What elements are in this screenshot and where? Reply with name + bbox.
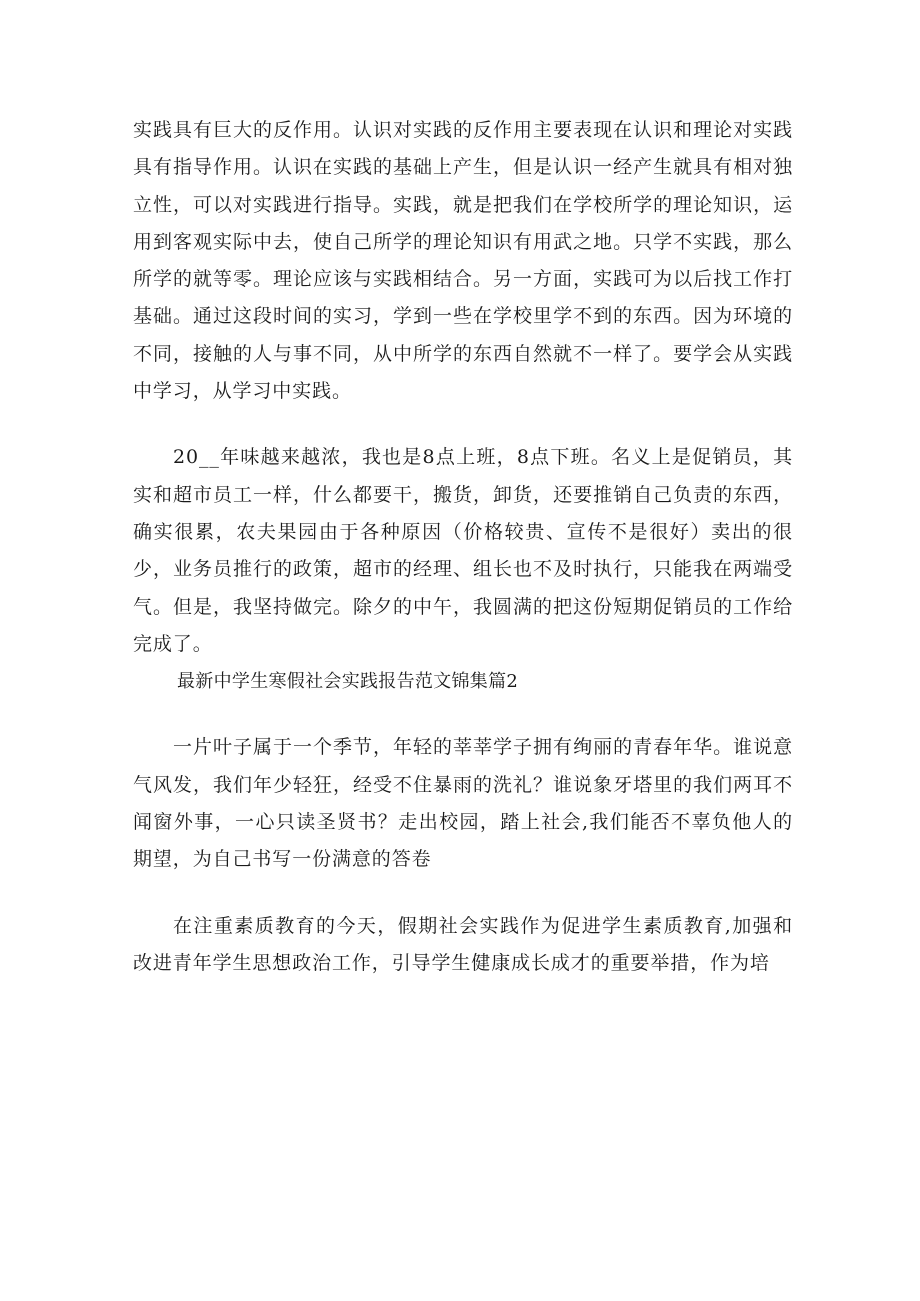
paragraph-practice-reaction: 实践具有巨大的反作用。认识对实践的反作用主要表现在认识和理论对实践具有指导作用。认识在实践的基础上产生，但是认识一经产生就具有相对独立性，可以对实践进行指导。实践，就是把我们在学校所学的理论知识，运用到客观实际中去，使自己所学的理论知识有用武之地。只学不实践，那么所学的就等零。理论应该与实践相结合。另一方面，实践可为以后找工作打基础。通过这段时间的实习，学到一些在学校里学不到的东西。因为环境的不同，接触的人与事不同，从中所学的东西自然就不一样了。要学会从实践中学习，从学习中实践。: [133, 119, 793, 403]
section-heading: 最新中学生寒假社会实践报告范文锦集篇2: [177, 671, 519, 693]
document-body: [133, 112, 793, 982]
paragraph-youth-season: 一片叶子属于一个季节，年轻的莘莘学子拥有绚丽的青春年华。谁说意气风发，我们年少轻狂，经受不住暴雨的洗礼？谁说象牙塔里的我们两耳不闻窗外事，一心只读圣贤书？走出校园，踏上社会,我们能否不辜负他人的期望，为自己书写一份满意的答卷: [133, 736, 793, 871]
paragraph-quality-education: 在注重素质教育的今天，假期社会实践作为促进学生素质教育,加强和改进青年学生思想政治工作，引导学生健康成长成才的重要举措，作为培: [133, 914, 793, 974]
paragraph-sales-job: 20__年味越来越浓，我也是8点上班，8点下班。名义上是促销员，其实和超市员工一样，什么都要干，搬货，卸货，还要推销自己负责的东西，确实很累，农夫果园由于各种原因（价格较贵、宣传不是很好）卖出的很少，业务员推行的政策，超市的经理、组长也不及时执行，只能我在两端受气。但是，我坚持做完。除夕的中午，我圆满的把这份短期促销员的工作给完成了。: [133, 446, 793, 655]
